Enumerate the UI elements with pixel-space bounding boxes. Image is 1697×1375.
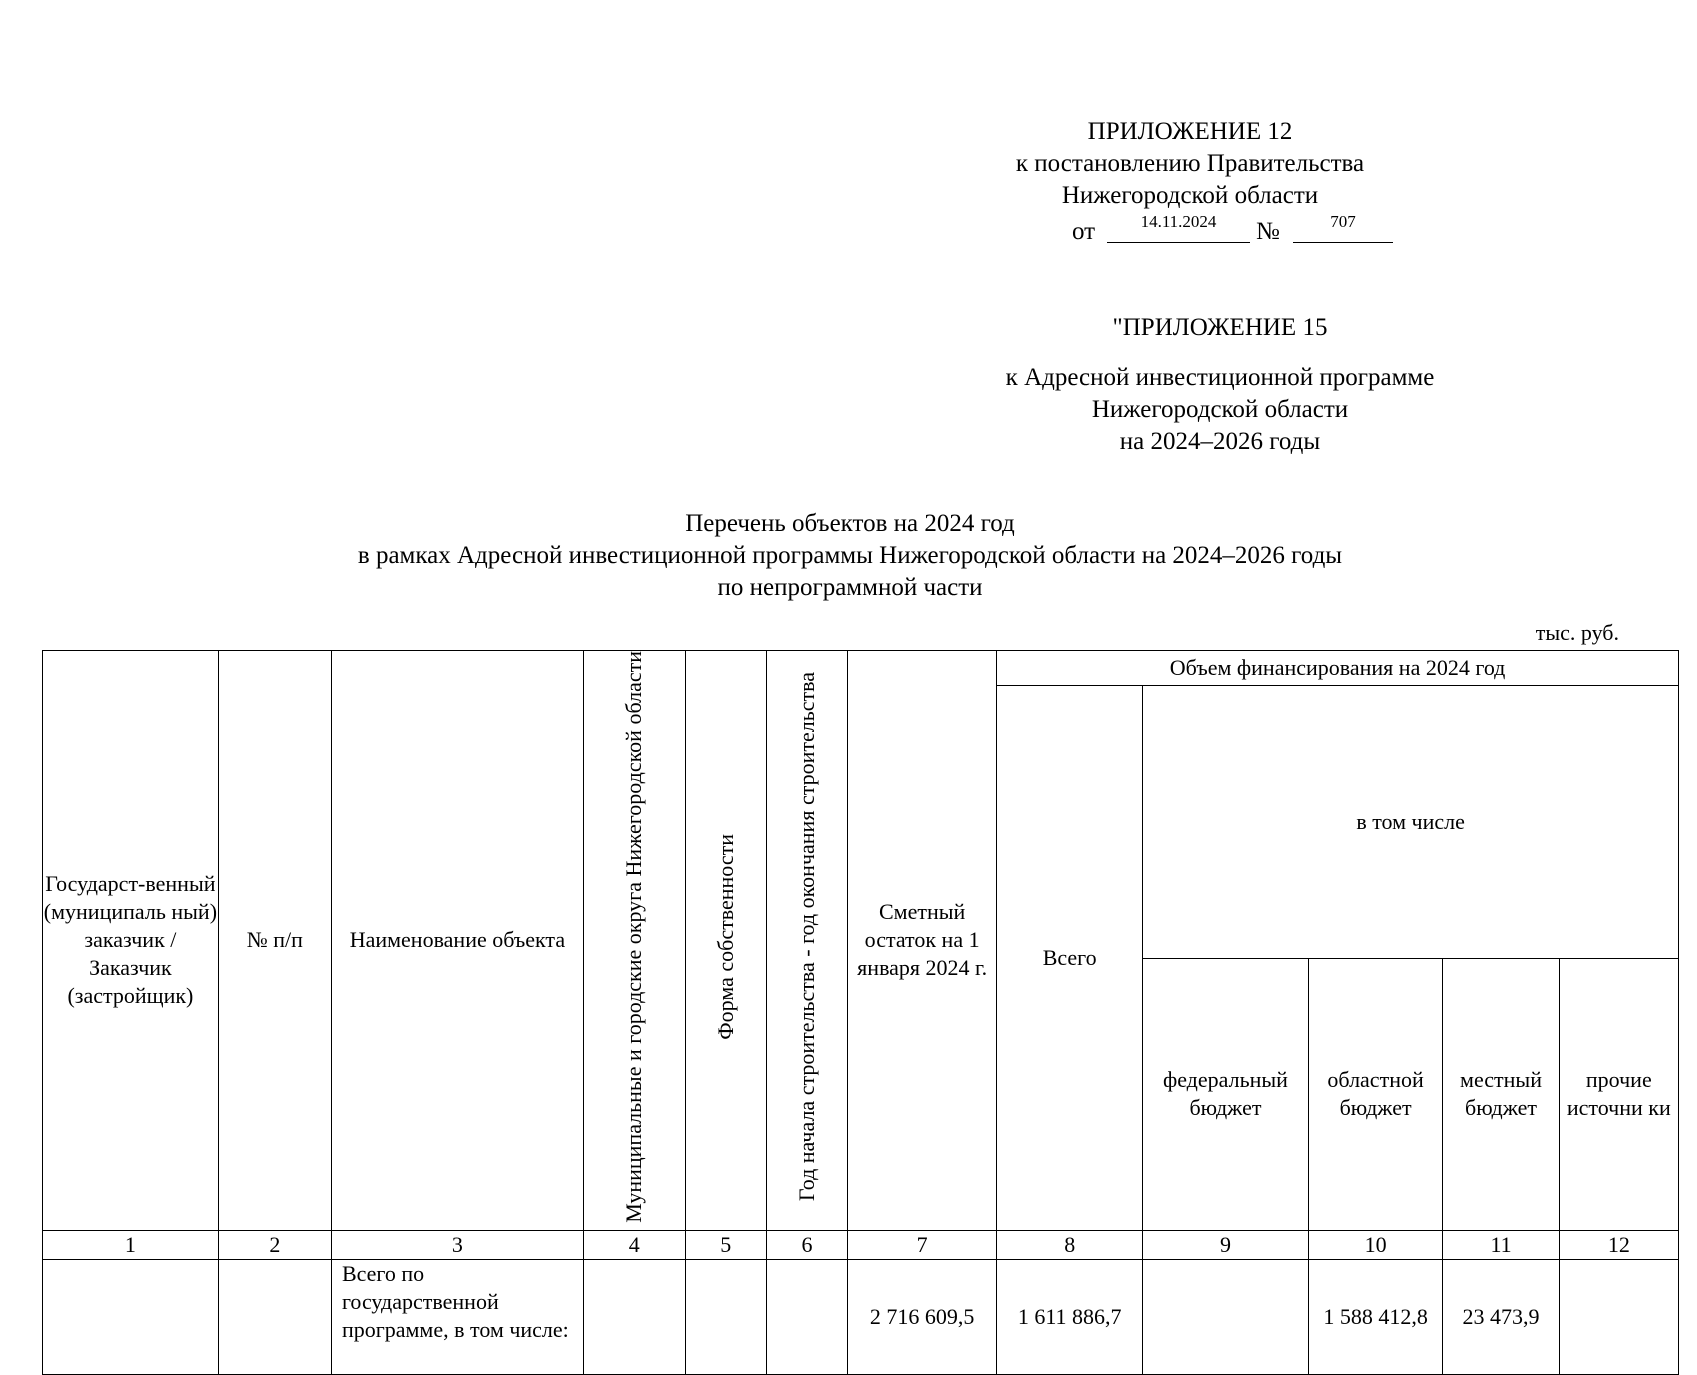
col-number: 6 [766, 1230, 847, 1259]
cell-federal [1143, 1259, 1309, 1374]
header-years: Год начала строительства - год окончания строительства [766, 651, 847, 1231]
cell-years [766, 1259, 847, 1374]
appendix-15-header [970, 312, 1470, 458]
cell-other [1559, 1259, 1678, 1374]
header-federal: федеральный бюджет [1143, 958, 1309, 1230]
cell-total: 1 611 886,7 [997, 1259, 1143, 1374]
header-municipalities: Муниципальные и городские округа Нижегородской области [583, 651, 685, 1231]
cell-customer [43, 1259, 219, 1374]
appendix-12-line3: Нижегородской области [1061, 182, 1319, 209]
cell-ownership [685, 1259, 766, 1374]
appendix-12-line2: к постановлению Правительства [1015, 150, 1365, 177]
header-customer: Государст-венный (муниципаль ный) заказчик / Заказчик (застройщик) [43, 651, 219, 1231]
header-ownership: Форма собственности [685, 651, 766, 1231]
cell-estimate: 2 716 609,5 [848, 1259, 997, 1374]
header-num: № п/п [218, 651, 331, 1231]
appendix-12-header [1000, 116, 1380, 245]
appendix-15-line2: к Адресной инвестиционной программе [1005, 364, 1435, 391]
title-line1: Перечень объектов на 2024 год [685, 510, 1015, 537]
appendix-15-line4: на 2024–2026 годы [1119, 428, 1321, 455]
cell-name: Всего по государственной программе, в том числе: [331, 1259, 583, 1374]
cell-num [218, 1259, 331, 1374]
decree-date-number-line [1000, 214, 1380, 248]
total-row [43, 1259, 1679, 1374]
col-number: 4 [583, 1230, 685, 1259]
header-total: Всего [997, 686, 1143, 1231]
col-number: 8 [997, 1230, 1143, 1259]
header-regional: областной бюджет [1308, 958, 1443, 1230]
decree-date: 14.11.2024 [1107, 214, 1250, 243]
header-financing: Объем финансирования на 2024 год [997, 651, 1679, 686]
col-number: 10 [1308, 1230, 1443, 1259]
units-label: тыс. руб. [1535, 620, 1619, 645]
col-number: 9 [1143, 1230, 1309, 1259]
col-number: 11 [1443, 1230, 1559, 1259]
header-estimate: Сметный остаток на 1 января 2024 г. [848, 651, 997, 1231]
header-including: в том числе [1143, 686, 1679, 959]
title-line2: в рамках Адресной инвестиционной программы Нижегородской области на 2024–2026 годы [357, 542, 1343, 569]
header-local: местный бюджет [1443, 958, 1559, 1230]
document-title [200, 508, 1500, 604]
header-other: прочие источни ки [1559, 958, 1678, 1230]
appendix-15-line3: Нижегородской области [1091, 396, 1349, 423]
from-label: от [1072, 218, 1096, 245]
appendix-15-title: "ПРИЛОЖЕНИЕ 15 [1112, 314, 1328, 341]
appendix-12-title: ПРИЛОЖЕНИЕ 12 [1087, 118, 1293, 145]
financing-table [42, 650, 1679, 1375]
col-number: 3 [331, 1230, 583, 1259]
cell-municipalities [583, 1259, 685, 1374]
col-number: 2 [218, 1230, 331, 1259]
col-number: 12 [1559, 1230, 1678, 1259]
header-object-name: Наименование объекта [331, 651, 583, 1231]
number-label: № [1256, 218, 1280, 245]
col-number: 7 [848, 1230, 997, 1259]
cell-local: 23 473,9 [1443, 1259, 1559, 1374]
col-number: 1 [43, 1230, 219, 1259]
col-number: 5 [685, 1230, 766, 1259]
decree-number: 707 [1293, 214, 1393, 243]
title-line3: по непрограммной части [717, 574, 983, 601]
column-number-row [43, 1230, 1679, 1259]
cell-regional: 1 588 412,8 [1308, 1259, 1443, 1374]
